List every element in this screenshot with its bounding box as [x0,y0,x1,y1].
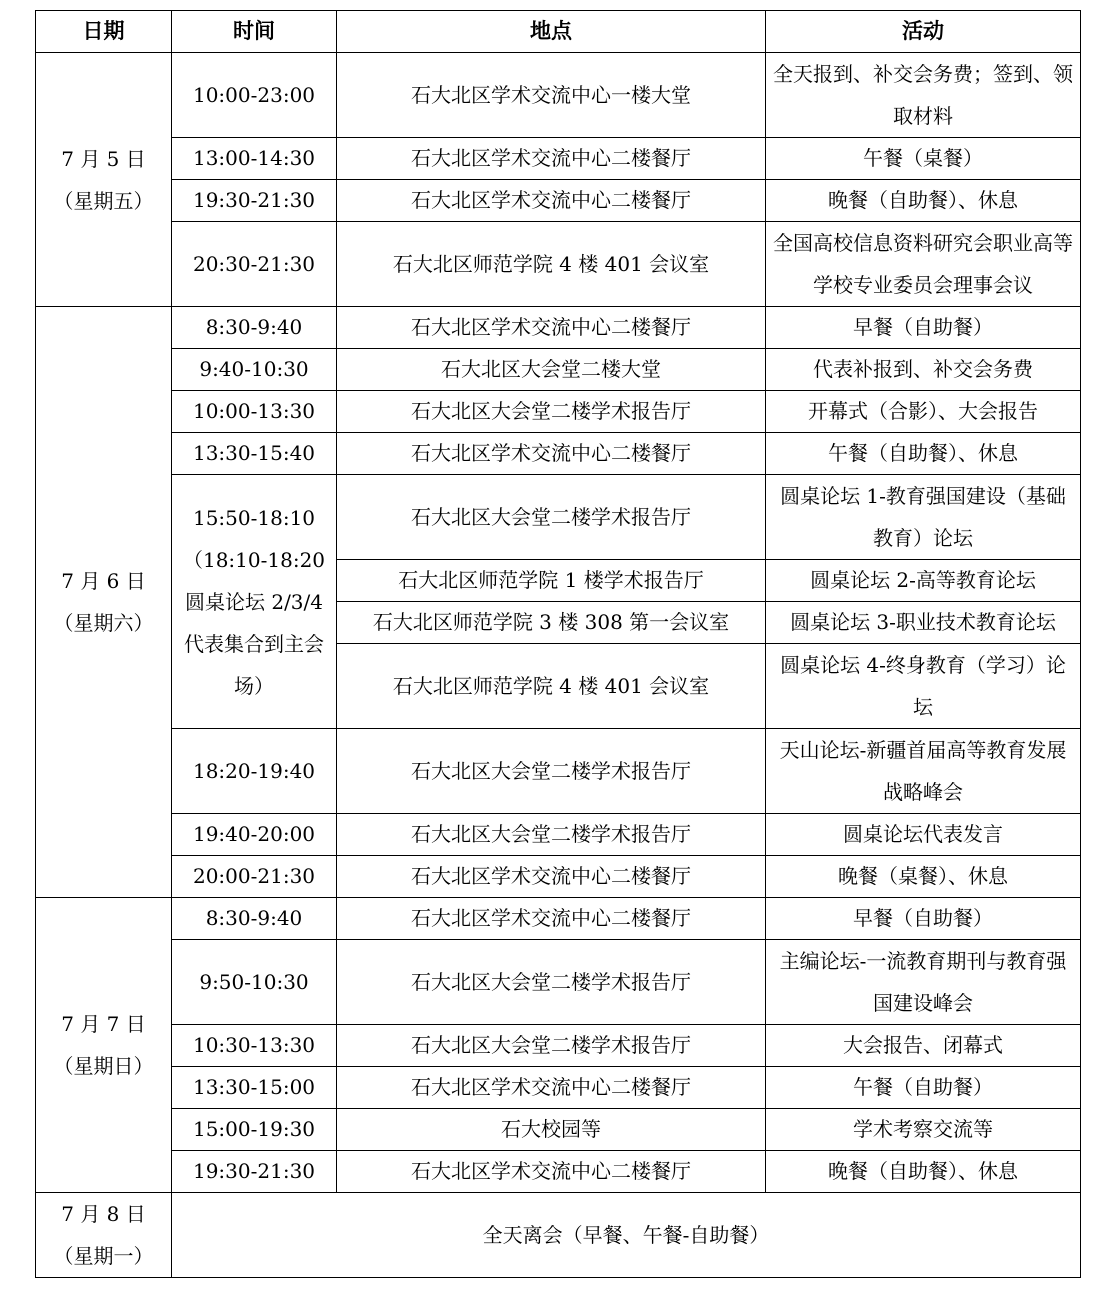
place-cell: 石大北区大会堂二楼学术报告厅 [337,391,766,433]
table-row [36,1067,1081,1109]
time-cell: 13:30-15:40 [172,433,337,475]
time-cell: 13:00-14:30 [172,138,337,180]
activity-cell: 主编论坛-一流教育期刊与教育强国建设峰会 [766,940,1081,1025]
place-cell: 石大北区学术交流中心一楼大堂 [337,53,766,138]
activity-cell: 全天报到、补交会务费；签到、领取材料 [766,53,1081,138]
place-cell: 石大北区师范学院 1 楼学术报告厅 [337,560,766,602]
table-row [36,1151,1081,1193]
time-cell: 19:30-21:30 [172,180,337,222]
table-row [36,1109,1081,1151]
weekday-label: （星期五） [53,188,154,213]
time-cell: 20:00-21:30 [172,856,337,898]
place-cell: 石大北区学术交流中心二楼餐厅 [337,307,766,349]
table-row [36,940,1081,1025]
activity-cell: 圆桌论坛 3-职业技术教育论坛 [766,602,1081,644]
date-cell [36,307,172,898]
table-row [36,53,1081,138]
date-cell [36,1193,172,1278]
table-row [36,433,1081,475]
activity-cell: 晚餐（自助餐）、休息 [766,1151,1081,1193]
date-cell [36,898,172,1193]
activity-cell: 大会报告、闭幕式 [766,1025,1081,1067]
date-cell [36,53,172,307]
activity-cell: 圆桌论坛 1-教育强国建设（基础教育）论坛 [766,475,1081,560]
place-cell: 石大北区大会堂二楼学术报告厅 [337,1025,766,1067]
place-cell: 石大北区学术交流中心二楼餐厅 [337,856,766,898]
table-row [36,349,1081,391]
table-row [36,814,1081,856]
time-cell: 10:00-23:00 [172,53,337,138]
header-row [36,11,1081,53]
time-cell: 9:50-10:30 [172,940,337,1025]
date-label: 7 月 7 日 [61,1012,146,1036]
table-row [36,180,1081,222]
time-cell: 19:40-20:00 [172,814,337,856]
activity-cell: 早餐（自助餐） [766,898,1081,940]
weekday-label: （星期日） [53,1054,154,1078]
time-cell: 9:40-10:30 [172,349,337,391]
time-cell: 8:30-9:40 [172,307,337,349]
place-cell: 石大北区大会堂二楼大堂 [337,349,766,391]
activity-cell: 晚餐（自助餐）、休息 [766,180,1081,222]
activity-cell: 圆桌论坛 4-终身教育（学习）论坛 [766,644,1081,729]
header-activity: 活动 [766,11,1081,53]
date-label: 7 月 5 日 [61,146,146,171]
activity-cell: 午餐（自助餐） [766,1067,1081,1109]
time-cell: 13:30-15:00 [172,1067,337,1109]
date-label: 7 月 8 日 [61,1202,146,1226]
place-cell: 石大北区大会堂二楼学术报告厅 [337,729,766,814]
time-cell: 19:30-21:30 [172,1151,337,1193]
time-cell: 20:30-21:30 [172,222,337,307]
table-row [36,222,1081,307]
place-cell: 石大北区师范学院 4 楼 401 会议室 [337,222,766,307]
time-cell: 15:00-19:30 [172,1109,337,1151]
time-cell: 8:30-9:40 [172,898,337,940]
header-place: 地点 [337,11,766,53]
forum-time-cell: 15:50-18:10（18:10-18:20 圆桌论坛 2/3/4 代表集合到主会场） [172,475,337,729]
activity-cell: 圆桌论坛代表发言 [766,814,1081,856]
place-cell: 石大北区学术交流中心二楼餐厅 [337,1151,766,1193]
activity-cell: 学术考察交流等 [766,1109,1081,1151]
activity-cell: 开幕式（合影）、大会报告 [766,391,1081,433]
table-row [36,729,1081,814]
table-row [36,391,1081,433]
activity-cell: 天山论坛-新疆首届高等教育发展战略峰会 [766,729,1081,814]
date-label: 7 月 6 日 [61,569,146,593]
activity-cell: 圆桌论坛 2-高等教育论坛 [766,560,1081,602]
place-cell: 石大北区学术交流中心二楼餐厅 [337,898,766,940]
place-cell: 石大北区学术交流中心二楼餐厅 [337,138,766,180]
table-row [36,856,1081,898]
activity-cell: 早餐（自助餐） [766,307,1081,349]
schedule-table [35,10,1081,1278]
table-row [36,138,1081,180]
table-row [36,898,1081,940]
place-cell: 石大北区学术交流中心二楼餐厅 [337,1067,766,1109]
place-cell: 石大北区大会堂二楼学术报告厅 [337,814,766,856]
place-cell: 石大北区师范学院 4 楼 401 会议室 [337,644,766,729]
time-cell: 18:20-19:40 [172,729,337,814]
weekday-label: （星期六） [53,611,154,635]
time-cell: 10:00-13:30 [172,391,337,433]
activity-cell: 午餐（桌餐） [766,138,1081,180]
place-cell: 石大北区学术交流中心二楼餐厅 [337,180,766,222]
activity-cell: 代表补报到、补交会务费 [766,349,1081,391]
weekday-label: （星期一） [53,1244,154,1268]
table-row [36,1193,1081,1278]
header-time: 时间 [172,11,337,53]
activity-cell: 全国高校信息资料研究会职业高等学校专业委员会理事会议 [766,222,1081,307]
place-cell: 石大校园等 [337,1109,766,1151]
departure-cell: 全天离会（早餐、午餐-自助餐） [172,1193,1081,1278]
time-cell: 10:30-13:30 [172,1025,337,1067]
place-cell: 石大北区师范学院 3 楼 308 第一会议室 [337,602,766,644]
header-date: 日期 [36,11,172,53]
table-row [36,307,1081,349]
table-row [36,1025,1081,1067]
activity-cell: 午餐（自助餐）、休息 [766,433,1081,475]
place-cell: 石大北区大会堂二楼学术报告厅 [337,475,766,560]
table-row [36,475,1081,560]
place-cell: 石大北区学术交流中心二楼餐厅 [337,433,766,475]
activity-cell: 晚餐（桌餐）、休息 [766,856,1081,898]
place-cell: 石大北区大会堂二楼学术报告厅 [337,940,766,1025]
